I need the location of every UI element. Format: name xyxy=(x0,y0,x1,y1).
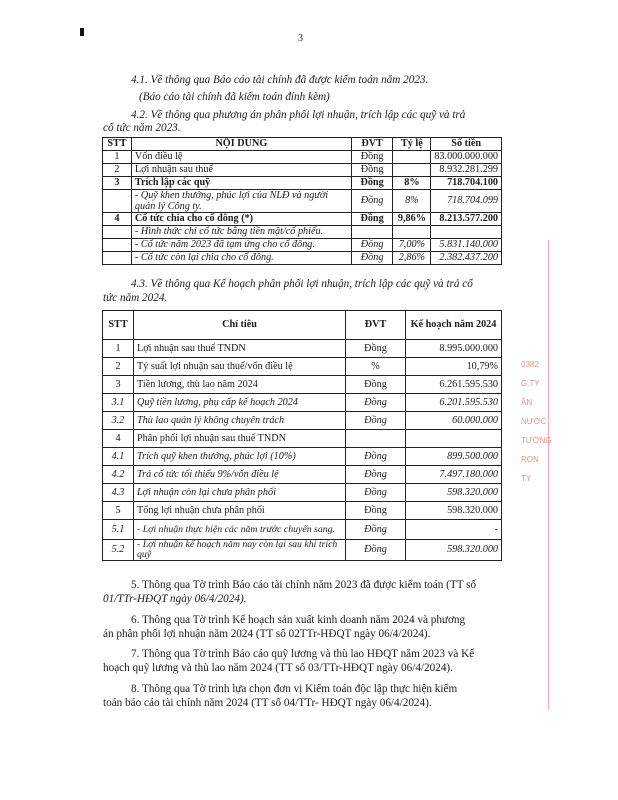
table-row xyxy=(103,151,502,164)
row-amount xyxy=(431,226,502,239)
row-unit: Đồng xyxy=(351,164,393,177)
row-rate: 8% xyxy=(393,190,431,213)
section-4-2-title-cont: cổ tức năm 2023. xyxy=(103,122,181,134)
item-6-line-1: 6. Thông qua Tờ trình Kế hoạch sản xuất kinh doanh năm 2024 và phương xyxy=(131,614,466,626)
row-unit: Đồng xyxy=(346,340,406,358)
row-indicator: Tiền lương, thù lao năm 2024 xyxy=(134,376,346,394)
table-row xyxy=(103,394,502,412)
page-number: 3 xyxy=(298,33,303,44)
table-row xyxy=(103,190,502,213)
table-row xyxy=(103,484,502,502)
col-header: Số tiền xyxy=(431,138,502,151)
row-stt xyxy=(103,226,132,239)
row-indicator: Tỷ suất lợi nhuận sau thuế/vốn điều lệ xyxy=(134,358,346,376)
row-amount: 2.382.437.200 xyxy=(431,252,502,265)
row-amount: 8.932.281.299 xyxy=(431,164,502,177)
row-stt: 4.1 xyxy=(103,448,134,466)
row-content: - Hình thức chi cổ tức bằng tiền mặt/cổ phiếu. xyxy=(131,226,351,239)
row-content: - Quỹ khen thưởng, phúc lợi của NLĐ và người quản lý Công ty. xyxy=(131,190,351,213)
row-unit: Đồng xyxy=(346,448,406,466)
row-content: - Cổ tức năm 2023 đã tạm ứng cho cổ đông. xyxy=(131,239,351,252)
row-plan-value: 7.497.180.000 xyxy=(406,466,502,484)
section-4-2-title: 4.2. Về thông qua phương án phân phối lợi nhuận, trích lập các quỹ và trả xyxy=(131,109,466,121)
table-header-row xyxy=(103,311,502,340)
table-header-row xyxy=(103,138,502,151)
stamp-text: 0382 xyxy=(521,360,539,369)
row-stt: 4 xyxy=(103,430,134,448)
row-indicator: Thù lao quản lý không chuyên trách xyxy=(134,412,346,430)
stamp-text: G.TY xyxy=(521,379,540,388)
col-header: Chỉ tiêu xyxy=(134,311,346,340)
item-8-line-1: 8. Thông qua Tờ trình lựa chọn đơn vị Kiểm toán độc lập thực hiện kiểm xyxy=(131,683,458,695)
profit-plan-2024-table xyxy=(102,310,502,561)
item-5-line-2: 01/TTr-HĐQT ngày 06/4/2024). xyxy=(103,593,247,605)
row-unit: Đồng xyxy=(351,190,393,213)
row-stt: 3.1 xyxy=(103,394,134,412)
row-unit: Đồng xyxy=(346,540,406,561)
item-8-line-2: toán báo cáo tài chính năm 2024 (TT số 04/TTr- HĐQT ngày 06/4/2024). xyxy=(103,697,432,709)
row-amount: 83.000.000.000 xyxy=(431,151,502,164)
row-rate xyxy=(393,151,431,164)
col-header: STT xyxy=(103,138,132,151)
table-row xyxy=(103,466,502,484)
row-indicator: Tổng lợi nhuận chưa phân phối xyxy=(134,502,346,520)
row-plan-value: - xyxy=(406,520,502,540)
row-unit: Đồng xyxy=(351,252,393,265)
col-header: Tỷ lệ xyxy=(393,138,431,151)
row-plan-value: 6.201.595.530 xyxy=(406,394,502,412)
item-5-line-1 xyxy=(131,578,476,592)
row-amount: 5.831.140.000 xyxy=(431,239,502,252)
row-amount: 718.704.100 xyxy=(431,177,502,190)
col-header: Kế hoạch năm 2024 xyxy=(406,311,502,340)
row-stt: 3 xyxy=(103,376,134,394)
section-4-1-title: 4.1. Về thông qua Báo cáo tài chính đã được kiểm toán năm 2023. xyxy=(131,74,429,86)
row-stt: 5.2 xyxy=(103,540,134,561)
row-rate xyxy=(393,226,431,239)
row-unit: Đồng xyxy=(346,394,406,412)
col-header: STT xyxy=(103,311,134,340)
row-plan-value: 8.995.000.000 xyxy=(406,340,502,358)
row-content: Cổ tức chia cho cổ đông (*) xyxy=(131,213,351,226)
row-stt: 3.2 xyxy=(103,412,134,430)
row-content: Trích lập các quỹ xyxy=(131,177,351,190)
table-row xyxy=(103,213,502,226)
row-rate: 8% xyxy=(393,177,431,190)
col-header: ĐVT xyxy=(346,311,406,340)
table-row xyxy=(103,502,502,520)
stamp-text: RON TY xyxy=(521,455,539,483)
row-unit: Đồng xyxy=(346,466,406,484)
row-unit: Đồng xyxy=(351,213,393,226)
row-unit: Đồng xyxy=(351,151,393,164)
item-7-line-2: hoạch quỹ lương và thù lao năm 2024 (TT số 03/TTr-HĐQT ngày 06/4/2024). xyxy=(103,662,453,674)
row-indicator: Quỹ tiền lương, phụ cấp kế hoạch 2024 xyxy=(134,394,346,412)
row-unit: Đồng xyxy=(346,502,406,520)
row-stt: 4 xyxy=(103,213,132,226)
row-content: Lợi nhuận sau thuế xyxy=(131,164,351,177)
row-stt: 5.1 xyxy=(103,520,134,540)
section-4-1-note: (Báo cáo tài chính đã kiểm toán đính kèm) xyxy=(139,91,330,103)
row-plan-value: 598.320.000 xyxy=(406,484,502,502)
row-stt xyxy=(103,239,132,252)
row-amount: 8.213.577.200 xyxy=(431,213,502,226)
row-unit xyxy=(351,226,393,239)
row-plan-value: 60.000.000 xyxy=(406,412,502,430)
row-plan-value xyxy=(406,430,502,448)
row-indicator: Phân phối lợi nhuận sau thuế TNDN xyxy=(134,430,346,448)
row-amount: 718.704.099 xyxy=(431,190,502,213)
row-plan-value: 10,79% xyxy=(406,358,502,376)
row-content: Vốn điều lệ xyxy=(131,151,351,164)
stamp-text: TƯỜNG xyxy=(521,436,552,445)
red-stamp xyxy=(521,355,552,483)
row-plan-value: 899.500.000 xyxy=(406,448,502,466)
table-row xyxy=(103,164,502,177)
row-unit: % xyxy=(346,358,406,376)
row-stt: 5 xyxy=(103,502,134,520)
row-indicator: Lợi nhuận còn lại chưa phân phối xyxy=(134,484,346,502)
row-stt: 3 xyxy=(103,177,132,190)
row-indicator: Trích quỹ khen thưởng, phúc lợi (10%) xyxy=(134,448,346,466)
stamp-text: ẦN xyxy=(521,398,533,407)
row-stt: 4.2 xyxy=(103,466,134,484)
table-row xyxy=(103,540,502,561)
section-4-3-title-cont: tức năm 2024. xyxy=(103,292,168,304)
table-row xyxy=(103,376,502,394)
table-row xyxy=(103,358,502,376)
table-row xyxy=(103,226,502,239)
table-row xyxy=(103,177,502,190)
col-header: NỘI DUNG xyxy=(131,138,351,151)
row-indicator: - Lợi nhuận kế hoạch năm nay còn lại sau khi trích quỹ xyxy=(134,540,346,561)
row-indicator: - Lợi nhuận thực hiện các năm trước chuyển sang. xyxy=(134,520,346,540)
stamp-text: NƯỚC xyxy=(521,417,547,426)
row-stt: 4.3 xyxy=(103,484,134,502)
scan-mark xyxy=(80,28,84,36)
row-rate: 2,86% xyxy=(393,252,431,265)
section-4-3-title: 4.3. Về thông qua Kế hoạch phân phối lợi nhuận, trích lập các quỹ và trả cổ xyxy=(131,278,473,290)
row-stt xyxy=(103,252,132,265)
row-stt: 1 xyxy=(103,151,132,164)
table-row xyxy=(103,448,502,466)
row-content: - Cổ tức còn lại chia cho cổ đông. xyxy=(131,252,351,265)
row-rate xyxy=(393,164,431,177)
col-header: ĐVT xyxy=(351,138,393,151)
row-plan-value: 598.320.000 xyxy=(406,502,502,520)
row-unit: Đồng xyxy=(346,520,406,540)
item-7-line-1: 7. Thông qua Tờ trình Báo cáo quỹ lương và thù lao HĐQT năm 2023 và Kế xyxy=(131,648,475,660)
row-unit: Đồng xyxy=(346,412,406,430)
row-stt: 2 xyxy=(103,164,132,177)
row-indicator: Trả cổ tức tối thiểu 9%/vốn điều lệ xyxy=(134,466,346,484)
row-stt: 2 xyxy=(103,358,134,376)
row-stt: 1 xyxy=(103,340,134,358)
table-row xyxy=(103,412,502,430)
item-5-text: 5. Thông qua Tờ trình Báo cáo tài chính năm 2023 đã được kiểm toán (TT số xyxy=(131,579,477,591)
row-rate: 9,86% xyxy=(393,213,431,226)
row-stt xyxy=(103,190,132,213)
row-plan-value: 598.320.000 xyxy=(406,540,502,561)
item-6-line-2: án phân phối lợi nhuận năm 2024 (TT số 02TTr-HĐQT ngày 06/4/2024). xyxy=(103,628,431,640)
row-unit: Đồng xyxy=(346,376,406,394)
row-unit: Đồng xyxy=(346,484,406,502)
row-unit: Đồng xyxy=(351,239,393,252)
table-row xyxy=(103,520,502,540)
table-row xyxy=(103,430,502,448)
table-row xyxy=(103,239,502,252)
profit-distribution-2023-table xyxy=(102,137,502,265)
row-unit: Đồng xyxy=(351,177,393,190)
row-rate: 7,00% xyxy=(393,239,431,252)
row-indicator: Lợi nhuận sau thuế TNDN xyxy=(134,340,346,358)
table-row xyxy=(103,340,502,358)
table-row xyxy=(103,252,502,265)
row-plan-value: 6.261.595.530 xyxy=(406,376,502,394)
row-unit xyxy=(346,430,406,448)
